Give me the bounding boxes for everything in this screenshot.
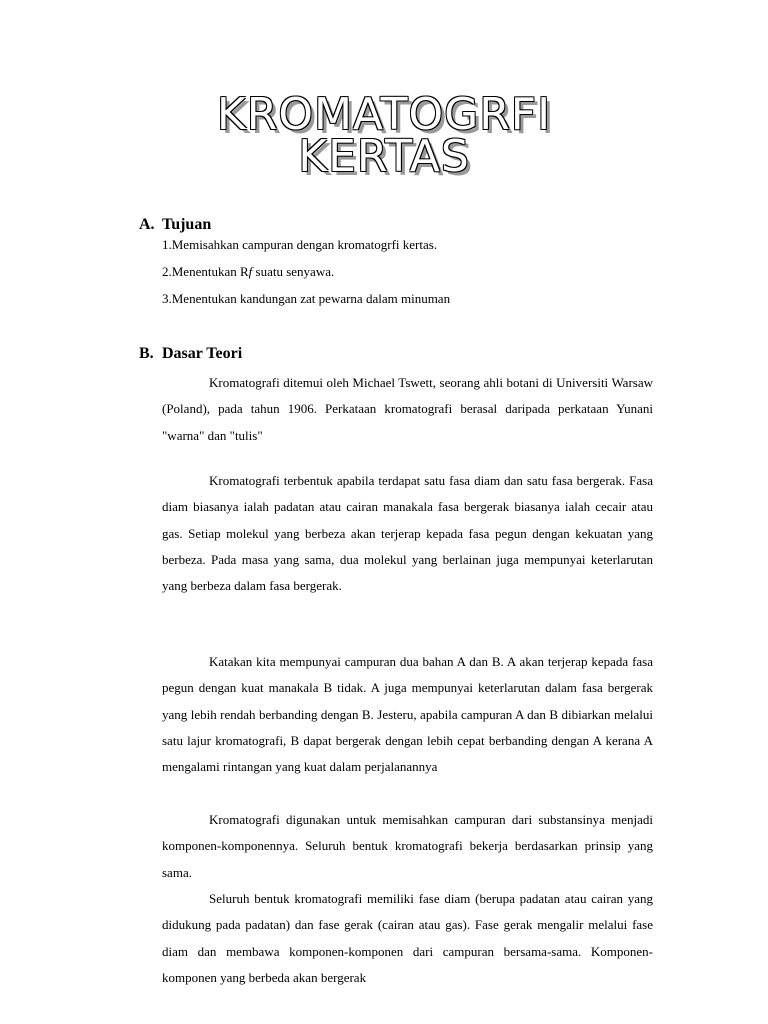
section-b-letter: B. <box>139 345 154 362</box>
theory-paragraph-3: Katakan kita mempunyai campuran dua bahan A dan B. A akan terjerap kepada fasa pegun dengan kuat manakala B tidak. A juga mempunyai keterlarutan dalam fasa bergerak yang lebih rendah berbanding dengan B. Jesteru, apabila campuran A dan B dibiarkan melalui satu lajur kromatografi, B dapat bergerak dengan lebih cepat berbanding dengan A kerana A mengalami rintangan yang kuat dalam perjalanannya <box>162 654 653 775</box>
theory-paragraph-4: Kromatografi digunakan untuk memisahkan campuran dari substansinya menjadi komponen-komponennya. Seluruh bentuk kromatografi bekerja berdasarkan prinsip yang sama. <box>162 812 653 880</box>
objective-item-1: 1.Memisahkan campuran dengan kromatogrfi kertas. <box>162 237 438 252</box>
objective-item-2 <box>162 264 334 280</box>
document-title-line-1: KROMATOGRFI <box>216 89 552 140</box>
theory-paragraph-1: Kromatografi ditemui oleh Michael Tswett, seorang ahli botani di Universiti Warsaw (Poland), pada tahun 1906. Perkataan kromatografi berasal daripada perkataan Yunani "warna" dan "tulis" <box>162 375 653 443</box>
theory-paragraph-5: Seluruh bentuk kromatografi memiliki fase diam (berupa padatan atau cairan yang didukung pada padatan) dan fase gerak (cairan atau gas). Fase gerak mengalir melalui fase diam dan membawa komponen-komponen dari campuran bersama-sama. Komponen-komponen yang berbeda akan bergerak <box>162 891 653 985</box>
objective-item-2-after: suatu senyawa. <box>252 264 335 279</box>
objective-item-2-italic: f <box>248 264 253 279</box>
section-b-heading <box>139 345 242 363</box>
theory-paragraph-2: Kromatografi terbentuk apabila terdapat satu fasa diam dan satu fasa bergerak. Fasa diam biasanya ialah padatan atau cairan manakala fasa bergerak biasanya ialah cecair atau gas. Setiap molekul yang berbeza akan terjerap kepada fasa pegun dengan kekuatan yang berbeza. Pada masa yang sama, dua molekul yang berlainan juga mempunyai keterlarutan yang berbeza dalam fasa bergerak. <box>162 473 653 594</box>
objective-item-3: 3.Menentukan kandungan zat pewarna dalam minuman <box>162 291 451 306</box>
document-title-line-2: KERTAS <box>298 131 470 182</box>
section-a-title: Tujuan <box>162 216 212 233</box>
section-b-title: Dasar Teori <box>162 345 243 362</box>
section-a-letter: A. <box>139 216 155 233</box>
objective-item-2-before: 2.Menentukan R <box>162 264 249 279</box>
section-a-heading <box>139 216 211 234</box>
